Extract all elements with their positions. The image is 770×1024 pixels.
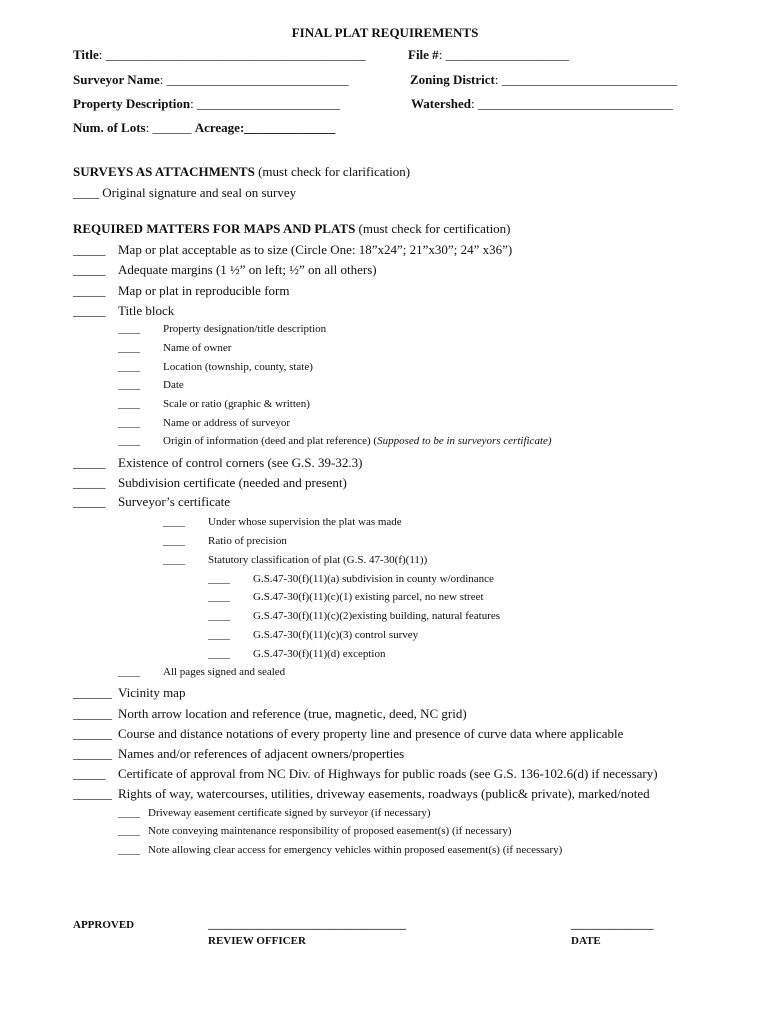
- title-block-item-origin: [163, 436, 552, 447]
- lots-label: Num. of Lots: [73, 120, 146, 135]
- title-block-item: Name of owner: [163, 342, 232, 354]
- checklist-item-original-signature[interactable]: ____ Original signature and seal on survey: [73, 185, 297, 200]
- title-block-item: Name or address of surveyor: [163, 417, 291, 429]
- checklist-blank[interactable]: ____: [118, 379, 140, 391]
- surveyor-name-field[interactable]: [73, 73, 349, 86]
- checklist-item-vicinity-map: Vicinity map: [118, 685, 186, 700]
- checklist-item-course-distance: Course and distance notations of every property line and presence of curve data where applicable: [118, 726, 624, 741]
- checklist-blank[interactable]: _____: [73, 475, 106, 490]
- checklist-blank[interactable]: _____: [73, 766, 106, 781]
- checklist-item-title-block: Title block: [118, 303, 175, 318]
- checklist-blank[interactable]: ____: [118, 825, 140, 837]
- surveyor-name-blank: : ____________________________: [159, 72, 349, 87]
- file-number-field[interactable]: [408, 48, 569, 61]
- surveys-heading-note: (must check for clarification): [254, 164, 411, 179]
- checklist-blank[interactable]: ____: [118, 342, 140, 354]
- property-description-label: Property Description: [73, 96, 191, 111]
- statutory-item: G.S.47-30(f)(11)(c)(2)existing building, natural features: [253, 610, 501, 622]
- title-field[interactable]: [73, 48, 366, 61]
- checklist-item-reproducible: Map or plat in reproducible form: [118, 283, 290, 298]
- checklist-blank[interactable]: _____: [73, 455, 106, 470]
- checklist-blank[interactable]: ____: [163, 535, 185, 547]
- checklist-blank[interactable]: _____: [73, 262, 106, 277]
- checklist-item-margins: Adequate margins (1 ½” on left; ½” on all others): [118, 262, 377, 277]
- checklist-blank[interactable]: ______: [73, 685, 112, 700]
- checklist-item-rights-of-way: Rights of way, watercourses, utilities, driveway easements, roadways (public& private), marked/noted: [118, 786, 650, 801]
- property-description-field[interactable]: [73, 97, 340, 110]
- checklist-blank[interactable]: ____: [208, 610, 230, 622]
- surveyor-certificate-item: Statutory classification of plat (G.S. 47-30(f)(11)): [208, 554, 428, 566]
- required-heading: [73, 222, 511, 235]
- title-block-item: Scale or ratio (graphic & written): [163, 398, 310, 410]
- checklist-blank[interactable]: ____: [163, 554, 185, 566]
- checklist-blank[interactable]: ____: [118, 666, 140, 678]
- title-label: Title: [73, 47, 99, 62]
- checklist-item-control-corners: Existence of control corners (see G.S. 39-32.3): [118, 455, 363, 470]
- surveyor-certificate-item: Ratio of precision: [208, 535, 287, 547]
- checklist-blank[interactable]: _____: [73, 242, 106, 257]
- checklist-blank[interactable]: ____: [118, 844, 140, 856]
- origin-text: Origin of information (deed and plat reference) (: [163, 435, 378, 447]
- zoning-district-blank: : ___________________________: [494, 72, 678, 87]
- checklist-item-adjacent-owners: Names and/or references of adjacent owners/properties: [118, 746, 405, 761]
- date-signature-line[interactable]: _______________: [571, 919, 654, 931]
- page-title: FINAL PLAT REQUIREMENTS: [291, 25, 479, 40]
- checklist-blank[interactable]: ____: [163, 516, 185, 528]
- rights-item: Note conveying maintenance responsibility of proposed easement(s) (if necessary): [148, 825, 512, 837]
- title-blank: : ________________________________________: [98, 47, 366, 62]
- checklist-blank[interactable]: _____: [73, 303, 106, 318]
- checklist-blank[interactable]: _____: [73, 283, 106, 298]
- file-number-blank: : ___________________: [438, 47, 570, 62]
- checklist-blank[interactable]: ______: [73, 706, 112, 721]
- checklist-blank[interactable]: ____: [208, 573, 230, 585]
- review-officer-label: REVIEW OFFICER: [208, 935, 306, 947]
- checklist-blank[interactable]: ____: [208, 629, 230, 641]
- checklist-blank[interactable]: _____: [73, 494, 106, 509]
- checklist-blank[interactable]: ____: [208, 648, 230, 660]
- rights-item: Note allowing clear access for emergency vehicles within proposed easement(s) (if necessary): [148, 844, 563, 856]
- approved-label: APPROVED: [73, 919, 135, 931]
- statutory-item: G.S.47-30(f)(11)(c)(1) existing parcel, no new street: [253, 591, 484, 603]
- checklist-blank[interactable]: ____: [208, 591, 230, 603]
- review-officer-signature-line[interactable]: ____________________________________: [208, 919, 406, 931]
- rights-item: Driveway easement certificate signed by surveyor (if necessary): [148, 807, 431, 819]
- checklist-blank[interactable]: ______: [73, 746, 112, 761]
- checklist-blank[interactable]: ____: [118, 807, 140, 819]
- required-heading-note: (must check for certification): [355, 221, 511, 236]
- checklist-blank[interactable]: ____: [118, 361, 140, 373]
- checklist-item-highways-approval: Certificate of approval from NC Div. of Highways for public roads (see G.S. 136-102.6(d) if necessary): [118, 766, 658, 781]
- date-label: DATE: [571, 935, 601, 947]
- checklist-blank[interactable]: ____: [118, 323, 140, 335]
- zoning-district-label: Zoning District: [410, 72, 495, 87]
- surveys-heading-text: SURVEYS AS ATTACHMENTS: [73, 164, 255, 179]
- title-block-item: Property designation/title description: [163, 323, 327, 335]
- title-block-item: Date: [163, 379, 184, 391]
- checklist-blank[interactable]: ____: [118, 398, 140, 410]
- property-description-blank: : ______________________: [190, 96, 340, 111]
- watershed-blank: : ______________________________: [470, 96, 673, 111]
- checklist-blank[interactable]: ______: [73, 726, 112, 741]
- lots-blank: : ______: [145, 120, 195, 135]
- checklist-item-size: Map or plat acceptable as to size (Circle One: 18”x24”; 21”x30”; 24” x36”): [118, 242, 513, 257]
- origin-note: Supposed to be in surveyors certificate): [377, 435, 552, 447]
- required-heading-text: REQUIRED MATTERS FOR MAPS AND PLATS: [73, 221, 356, 236]
- title-block-item: Location (township, county, state): [163, 361, 313, 373]
- lots-acreage-field[interactable]: [73, 121, 335, 134]
- statutory-item: G.S.47-30(f)(11)(d) exception: [253, 648, 386, 660]
- surveyor-certificate-item: Under whose supervision the plat was made: [208, 516, 402, 528]
- statutory-item: G.S.47-30(f)(11)(a) subdivision in county w/ordinance: [253, 573, 494, 585]
- surveyor-name-label: Surveyor Name: [73, 72, 160, 87]
- checklist-blank[interactable]: ______: [73, 786, 112, 801]
- checklist-item-signed-sealed: All pages signed and sealed: [163, 666, 286, 678]
- watershed-field[interactable]: [411, 97, 673, 110]
- checklist-blank[interactable]: ____: [118, 435, 140, 447]
- checklist-item-subdivision-certificate: Subdivision certificate (needed and present): [118, 475, 347, 490]
- statutory-item: G.S.47-30(f)(11)(c)(3) control survey: [253, 629, 419, 641]
- zoning-district-field[interactable]: [410, 73, 677, 86]
- checklist-blank[interactable]: ____: [118, 417, 140, 429]
- surveys-heading: [73, 165, 410, 178]
- watershed-label: Watershed: [411, 96, 471, 111]
- checklist-item-surveyor-certificate: Surveyor’s certificate: [118, 494, 231, 509]
- checklist-item-north-arrow: North arrow location and reference (true, magnetic, deed, NC grid): [118, 706, 467, 721]
- file-number-label: File #: [408, 47, 439, 62]
- acreage-label: Acreage:______________: [194, 120, 336, 135]
